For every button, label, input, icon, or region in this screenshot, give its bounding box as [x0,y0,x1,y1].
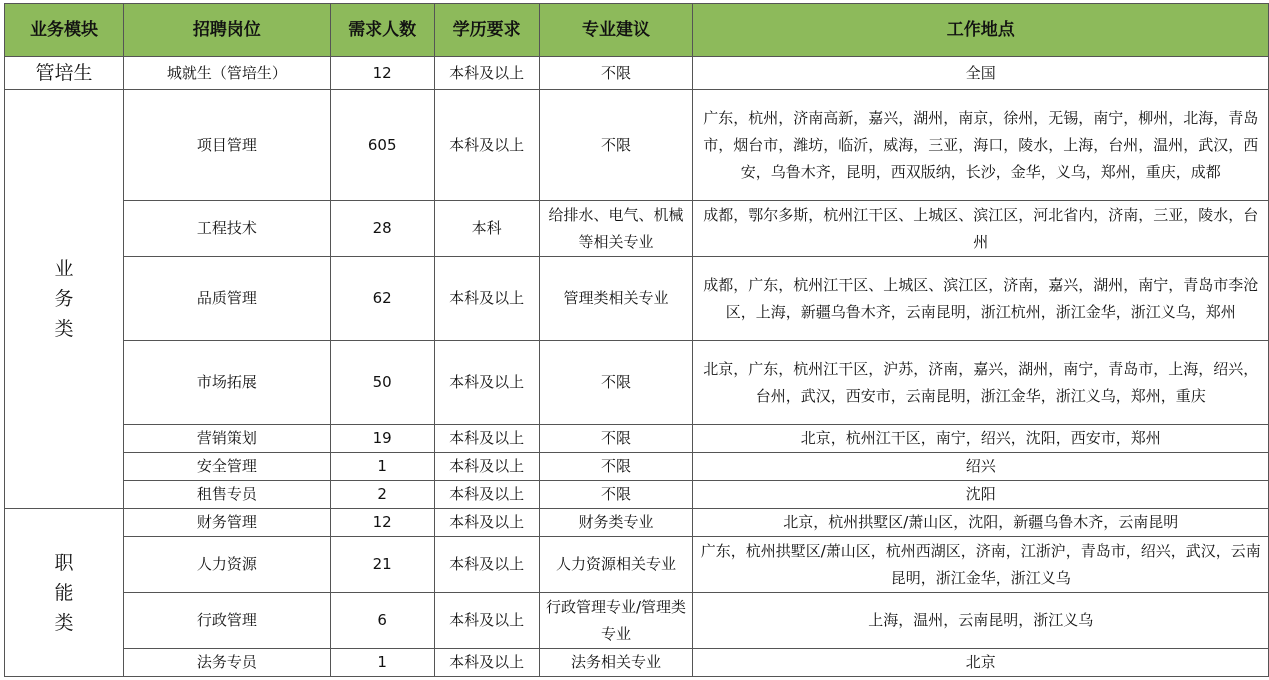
cell-count: 28 [330,201,434,257]
cell-location: 绍兴 [693,453,1269,481]
table-row [5,257,1269,341]
cell-major: 管理类相关专业 [539,257,693,341]
cell-location: 北京，杭州拱墅区/萧山区，沈阳，新疆乌鲁木齐，云南昆明 [693,509,1269,537]
cell-major: 给排水、电气、机械等相关专业 [539,201,693,257]
cell-education: 本科及以上 [434,509,539,537]
recruitment-table [4,3,1269,677]
cell-education: 本科及以上 [434,90,539,201]
cell-location: 北京，杭州江干区，南宁，绍兴，沈阳，西安市，郑州 [693,425,1269,453]
cell-position: 租售专员 [123,481,330,509]
cell-position: 品质管理 [123,257,330,341]
table-row [5,453,1269,481]
cell-count: 12 [330,57,434,90]
cell-location: 沈阳 [693,481,1269,509]
cell-location: 广东，杭州，济南高新，嘉兴，湖州，南京，徐州，无锡，南宁，柳州，北海，青岛市，烟台市，潍坊，临沂，威海，三亚，海口，陵水，上海，台州，温州，武汉，西安，乌鲁木齐，昆明，西双版纳，长沙，金华，义乌，郑州，重庆，成都 [693,90,1269,201]
cell-location: 全国 [693,57,1269,90]
cell-count: 1 [330,453,434,481]
cell-education: 本科及以上 [434,257,539,341]
group-business-label: 业 务 类 [54,258,74,340]
cell-position: 人力资源 [123,537,330,593]
table-row [5,649,1269,677]
cell-major: 不限 [539,90,693,201]
cell-education: 本科及以上 [434,425,539,453]
cell-education: 本科及以上 [434,481,539,509]
cell-count: 62 [330,257,434,341]
cell-count: 605 [330,90,434,201]
header-count: 需求人数 [330,4,434,57]
cell-count: 12 [330,509,434,537]
table-row [5,537,1269,593]
cell-education: 本科及以上 [434,57,539,90]
cell-count: 19 [330,425,434,453]
cell-count: 50 [330,341,434,425]
table-row [5,509,1269,537]
cell-education: 本科及以上 [434,649,539,677]
cell-education: 本科及以上 [434,593,539,649]
header-location: 工作地点 [693,4,1269,57]
group-functional [5,509,124,677]
group-business [5,90,124,509]
cell-major: 行政管理专业/管理类专业 [539,593,693,649]
cell-position: 安全管理 [123,453,330,481]
table-row [5,341,1269,425]
cell-major: 法务相关专业 [539,649,693,677]
cell-position: 城就生（管培生） [123,57,330,90]
table-row [5,425,1269,453]
table-row [5,201,1269,257]
cell-count: 6 [330,593,434,649]
cell-major: 不限 [539,57,693,90]
cell-position: 项目管理 [123,90,330,201]
cell-major: 不限 [539,341,693,425]
cell-count: 1 [330,649,434,677]
group-functional-label: 职 能 类 [54,551,74,634]
header-education: 学历要求 [434,4,539,57]
cell-major: 不限 [539,481,693,509]
cell-position: 市场拓展 [123,341,330,425]
header-module: 业务模块 [5,4,124,57]
cell-location: 北京 [693,649,1269,677]
cell-position: 法务专员 [123,649,330,677]
cell-education: 本科 [434,201,539,257]
cell-count: 21 [330,537,434,593]
cell-education: 本科及以上 [434,341,539,425]
table-row [5,57,1269,90]
cell-major: 财务类专业 [539,509,693,537]
cell-position: 工程技术 [123,201,330,257]
table-row [5,593,1269,649]
table-row [5,481,1269,509]
cell-major: 人力资源相关专业 [539,537,693,593]
group-mgmt-trainee: 管培生 [5,57,124,90]
cell-location: 上海，温州，云南昆明，浙江义乌 [693,593,1269,649]
cell-major: 不限 [539,453,693,481]
header-row [5,4,1269,57]
cell-position: 财务管理 [123,509,330,537]
cell-education: 本科及以上 [434,537,539,593]
cell-position: 行政管理 [123,593,330,649]
cell-position: 营销策划 [123,425,330,453]
cell-location: 北京，广东，杭州江干区，沪苏，济南，嘉兴，湖州，南宁，青岛市，上海，绍兴，台州，武汉，西安市，云南昆明，浙江金华，浙江义乌，郑州，重庆 [693,341,1269,425]
cell-education: 本科及以上 [434,453,539,481]
table-row [5,90,1269,201]
cell-major: 不限 [539,425,693,453]
header-position: 招聘岗位 [123,4,330,57]
header-major: 专业建议 [539,4,693,57]
cell-count: 2 [330,481,434,509]
cell-location: 广东，杭州拱墅区/萧山区，杭州西湖区，济南，江浙沪，青岛市，绍兴，武汉，云南昆明，浙江金华，浙江义乌 [693,537,1269,593]
cell-location: 成都，广东，杭州江干区、上城区、滨江区，济南，嘉兴，湖州，南宁，青岛市李沧区，上海，新疆乌鲁木齐，云南昆明，浙江杭州，浙江金华，浙江义乌，郑州 [693,257,1269,341]
cell-location: 成都，鄂尔多斯，杭州江干区、上城区、滨江区，河北省内，济南，三亚，陵水，台州 [693,201,1269,257]
